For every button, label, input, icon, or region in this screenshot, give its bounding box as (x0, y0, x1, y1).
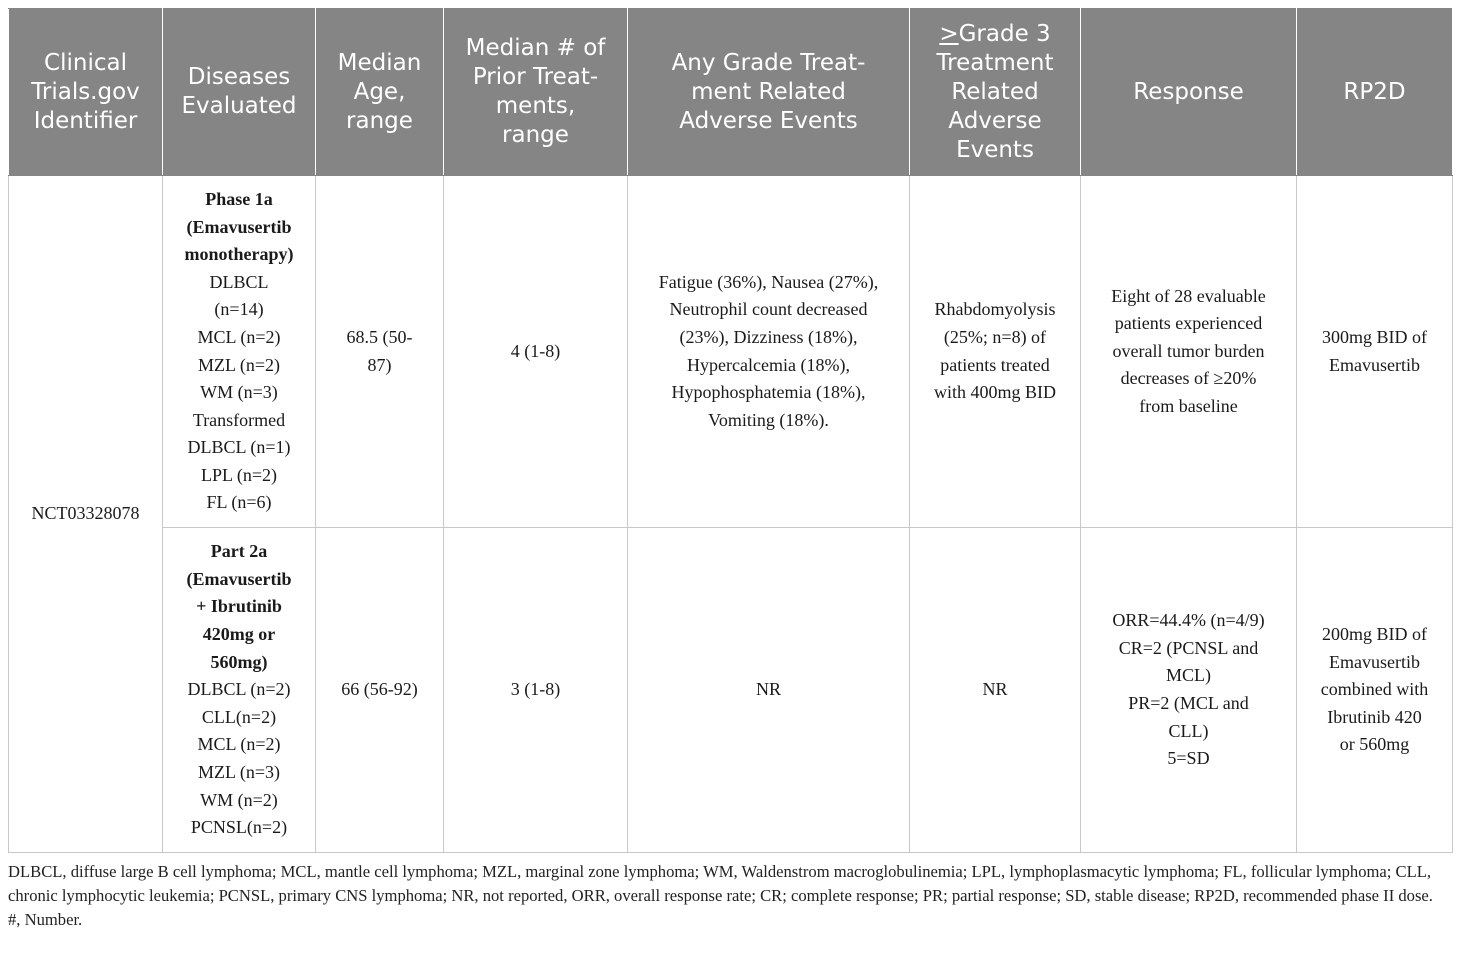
header-rp2d: RP2D (1297, 9, 1453, 176)
number-note: #, Number. (8, 910, 83, 929)
header-diseases: Diseases Evaluated (163, 9, 316, 176)
table-container (8, 8, 1452, 853)
cell-any-grade-ae: Fatigue (36%), Nausea (27%), Neutrophil count decreased (23%), Dizziness (18%), Hypercalcemia (18%), Hypophosphatemia (18%), Vomiting (18%). (628, 176, 910, 528)
table-row (9, 176, 1453, 528)
cell-any-grade-ae: NR (628, 528, 910, 853)
header-identifier: Clinical Trials.gov Identifier (9, 9, 163, 176)
cell-response: ORR=44.4% (n=4/9) CR=2 (PCNSL and MCL) PR=2 (MCL and CLL) 5=SD (1081, 528, 1297, 853)
header-any-grade-ae: Any Grade Treat- ment Related Adverse Events (628, 9, 910, 176)
cell-prior-treatments: 3 (1-8) (444, 528, 628, 853)
header-grade3-ae: >Grade 3 Treatment Related Adverse Events (910, 9, 1081, 176)
cell-prior-treatments: 4 (1-8) (444, 176, 628, 528)
table-footnote (8, 860, 1454, 932)
cell-identifier: NCT03328078 (9, 176, 163, 853)
clinical-trials-table (8, 8, 1453, 853)
cell-rp2d: 300mg BID of Emavusertib (1297, 176, 1453, 528)
cell-median-age: 68.5 (50- 87) (316, 176, 444, 528)
cell-median-age: 66 (56-92) (316, 528, 444, 853)
cell-response: Eight of 28 evaluable patients experienced overall tumor burden decreases of ≥20% from baseline (1081, 176, 1297, 528)
table-row (9, 528, 1453, 853)
cell-diseases: Part 2a (Emavusertib + Ibrutinib 420mg or 560mg) DLBCL (n=2) CLL(n=2) MCL (n=2) MZL (n=3) WM (n=2) PCNSL(n=2) (163, 528, 316, 853)
header-row (9, 9, 1453, 176)
cell-diseases: Phase 1a (Emavusertib monotherapy) DLBCL (n=14) MCL (n=2) MZL (n=2) WM (n=3) Transformed DLBCL (n=1) LPL (n=2) FL (n=6) (163, 176, 316, 528)
cell-rp2d: 200mg BID of Emavusertib combined with Ibrutinib 420 or 560mg (1297, 528, 1453, 853)
header-prior-treatments: Median # of Prior Treat- ments, range (444, 9, 628, 176)
cell-grade3-ae: Rhabdomyolysis (25%; n=8) of patients treated with 400mg BID (910, 176, 1081, 528)
ge-symbol: > (939, 20, 959, 47)
header-median-age: Median Age, range (316, 9, 444, 176)
cell-grade3-ae: NR (910, 528, 1081, 853)
header-response: Response (1081, 9, 1297, 176)
abbreviations-note: DLBCL, diffuse large B cell lymphoma; MCL, mantle cell lymphoma; MZL, marginal zone lymphoma; WM, Waldenstrom macroglobulinemia; LPL, lymphoplasmacytic lymphoma; FL, follicular lymphoma; CLL, chronic lymphocytic leukemia; PCNSL, primary CNS lymphoma; NR, not reported, ORR, overall response rate; CR; complete response; PR; partial response; SD, stable disease; RP2D, recommended phase II dose. (8, 862, 1433, 905)
